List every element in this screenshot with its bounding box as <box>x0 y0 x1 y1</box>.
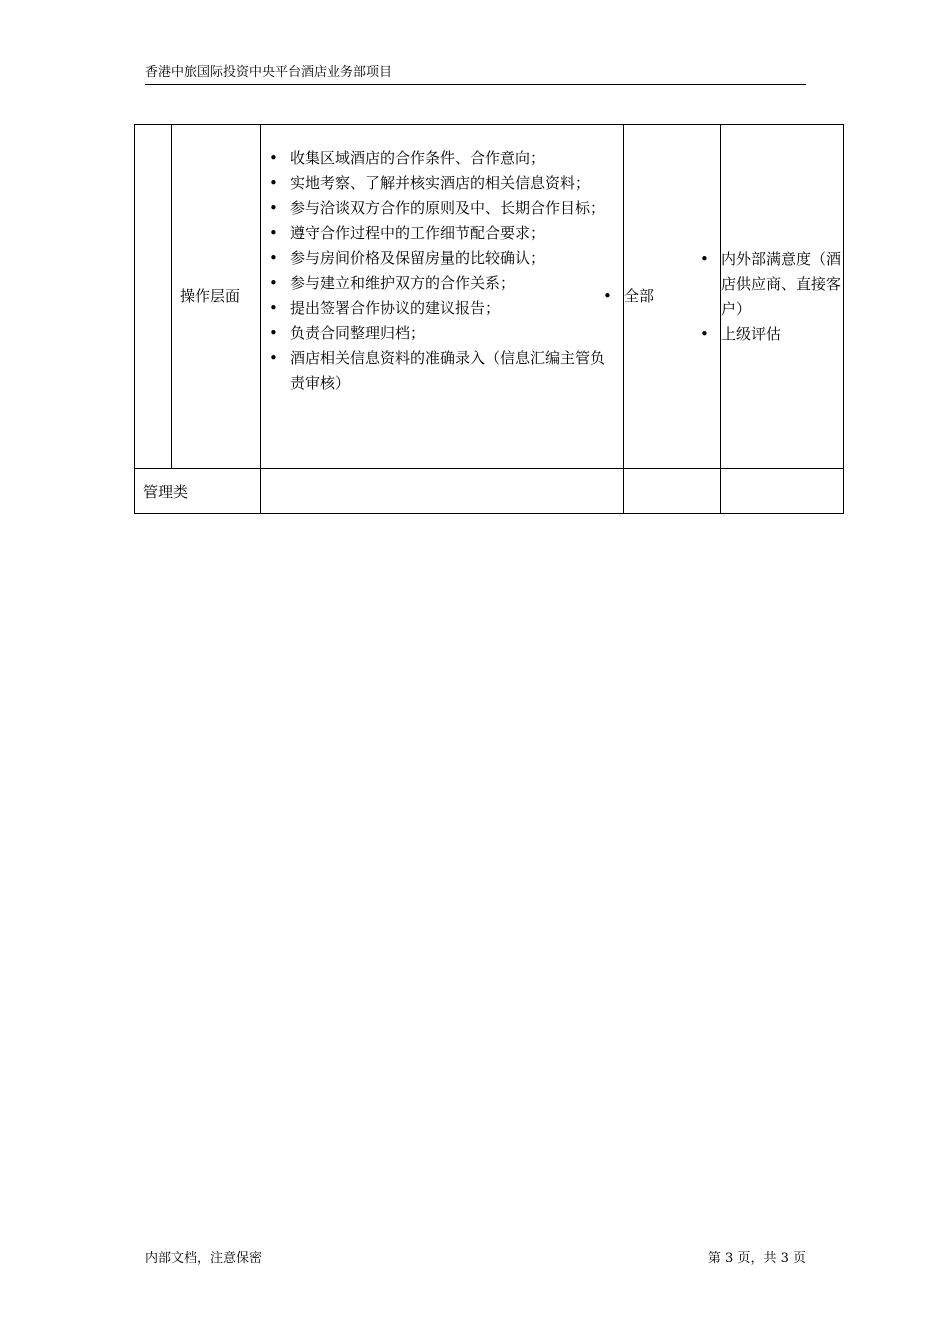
duty-item: • 参与房间价格及保留房量的比较确认； <box>290 246 615 271</box>
duty-item: • 酒店相关信息资料的准确录入（信息汇编主管负责审核） <box>290 346 615 396</box>
duty-item: • 参与建立和维护双方的合作关系； <box>290 271 615 296</box>
empty-cell <box>261 469 624 514</box>
empty-cell <box>721 469 844 514</box>
table-row <box>135 125 844 469</box>
table-row <box>135 469 844 514</box>
page-header: 香港中旅国际投资中央平台酒店业务部项目 <box>145 64 806 85</box>
footer-page-number: 第 3 页，共 3 页 <box>707 1251 806 1266</box>
duty-item: • 实地考察、了解并核实酒店的相关信息资料； <box>290 171 615 196</box>
layer-cell: 操作层面 <box>172 125 261 469</box>
duty-item: • 负责合同整理归档； <box>290 321 615 346</box>
category-cell: 管理类 <box>135 469 261 514</box>
footer-confidential: 内部文档，注意保密 <box>145 1251 263 1266</box>
duties-table <box>134 124 844 514</box>
empty-cell <box>135 125 172 469</box>
duty-item: • 参与洽谈双方合作的原则及中、长期合作目标； <box>290 196 615 221</box>
duties-cell <box>261 125 624 469</box>
scope-item: • 全部 <box>624 284 720 309</box>
duty-item: • 收集区域酒店的合作条件、合作意向； <box>290 146 615 171</box>
duty-item: • 提出签署合作协议的建议报告； <box>290 296 615 321</box>
empty-cell <box>624 469 721 514</box>
kpi-item: • 上级评估 <box>721 322 843 347</box>
scope-cell <box>624 125 721 469</box>
kpi-item: • 内外部满意度（酒店供应商、直接客户） <box>721 247 843 322</box>
duty-item: • 遵守合作过程中的工作细节配合要求； <box>290 221 615 246</box>
kpi-cell <box>721 125 844 469</box>
